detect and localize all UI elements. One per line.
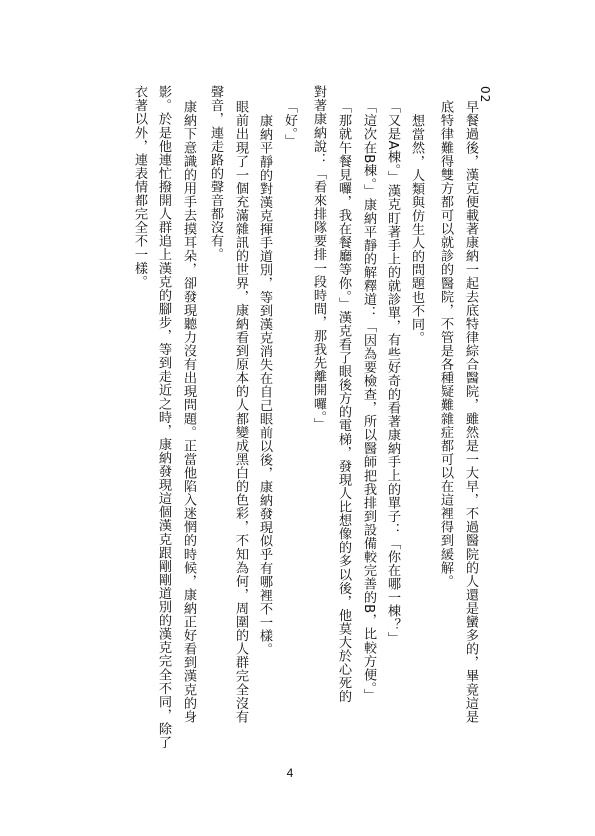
text-column: 「那就午餐見囉，我在餐廳等你。」漢克看了眼後方的電梯，發現人比想像的多以後，他莫大於心死的 [336,100,351,704]
text-column: 康納平靜的對漢克揮手道別，等到漢克消失在自己眼前以後，康納發現似乎有哪裡不一樣。 [257,114,272,656]
text-column: 康納下意識的用手去摸耳朵，卻發現聽力沒有出現問題。正當他陷入迷惘的時候，康納正好看到漢克的身 [181,100,196,724]
text-column: 衣著以外，連表情都完全不一樣。 [132,85,147,289]
text-column: 「又是A棟。」漢克盯著手上的就診單，有些好奇的看著康納手上的單子：「你在哪一棟？」 [385,100,400,645]
text-column: 「這次在B棟。」康納平靜的解釋道：「因為要檢查，所以醫師把我排到設備較完善的B，比較方便。」 [361,100,376,702]
text-column: 底特律難得雙方都可以就診的醫院，不管是各種疑難雜症都可以在這裡得到緩解。 [438,100,453,588]
text-column: 「好。」 [282,100,297,148]
text-column: 聲音，連走路的聲音都沒有。 [208,85,223,262]
text-column: 對著康納說：「看來排隊要排一段時間，那我先離開囉。」 [311,85,326,431]
text-column: 早餐過後，漢克便載著康納一起去底特律綜合醫院，雖然是一大早，不過醫院的人還是蠻多的，畢竟這是 [463,100,478,724]
text-column: 想當然，人類與仿生人的問題也不同。 [409,114,424,345]
page-number: 4 [286,766,294,780]
chapter-number: 02 [478,86,492,104]
text-column: 影。於是他連忙撥開人群追上漢克的腳步，等到走近之時，康納發現這個漢克跟剛剛道別的漢克完全不同，除了 [156,85,171,749]
text-column: 眼前出現了一個充滿雜訊的世界，康納看到原本的人都變成黑白的色彩，不知為何，周圍的人群完全沒有 [233,100,248,724]
